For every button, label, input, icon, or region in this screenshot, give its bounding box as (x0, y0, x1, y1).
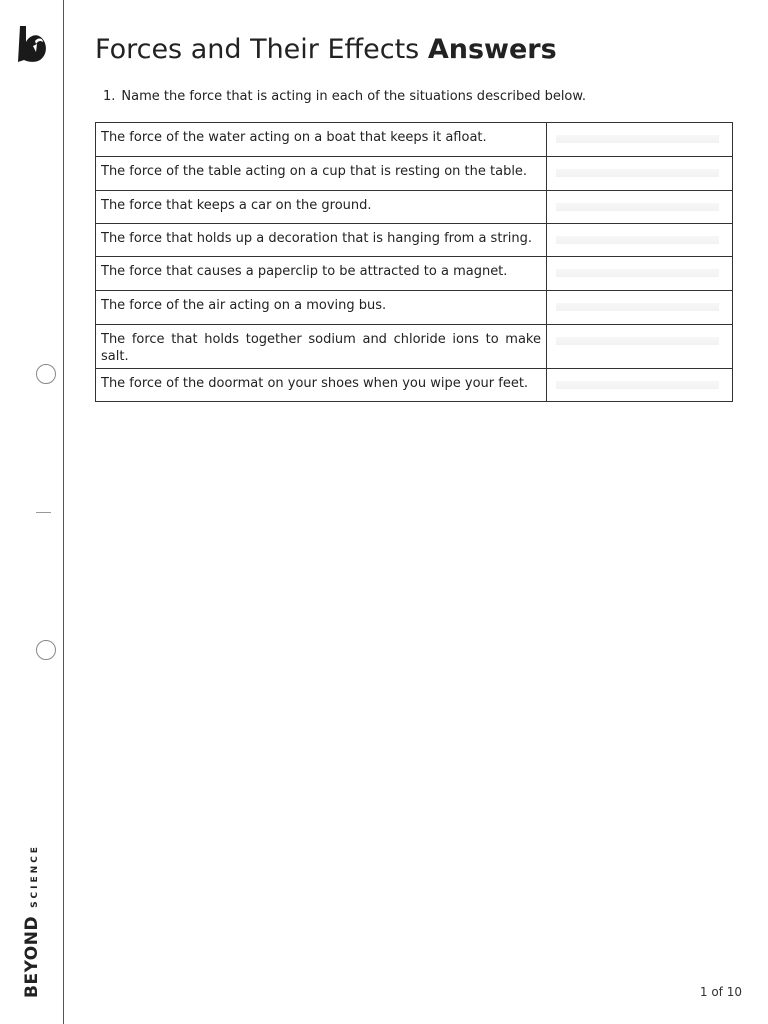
table-row (96, 257, 733, 291)
table-row (96, 369, 733, 402)
answer-blank (556, 381, 719, 389)
answer-blank (556, 269, 719, 277)
table-row (96, 157, 733, 191)
brand-main: BEYOND (22, 915, 42, 998)
row-description: The force of the doormat on your shoes when you wipe your feet. (96, 369, 547, 402)
answer-cell (547, 224, 733, 257)
answer-cell (547, 191, 733, 224)
row-description: The force that holds together sodium and chloride ions to make salt. (96, 325, 547, 369)
page-title (95, 34, 557, 65)
question-number: 1. (103, 89, 116, 104)
row-description: The force that holds up a decoration that is hanging from a string. (96, 224, 547, 257)
table-row (96, 291, 733, 325)
punch-hole-bottom (36, 640, 56, 660)
row-description: The force of the air acting on a moving bus. (96, 291, 547, 325)
answer-cell (547, 325, 733, 369)
row-description: The force that keeps a car on the ground. (96, 191, 547, 224)
title-regular: Forces and Their Effects (95, 34, 428, 65)
answer-blank (556, 337, 719, 345)
answer-blank (556, 169, 719, 177)
answer-blank (556, 236, 719, 244)
punch-center-mark (36, 512, 51, 513)
brand-sub: SCIENCE (30, 844, 40, 908)
table-row (96, 224, 733, 257)
answer-cell (547, 257, 733, 291)
answer-cell (547, 369, 733, 402)
answer-cell (547, 123, 733, 157)
page-number: 1 of 10 (699, 985, 742, 999)
answer-blank (556, 203, 719, 211)
answer-blank (556, 303, 719, 311)
row-description: The force that causes a paperclip to be attracted to a magnet. (96, 257, 547, 291)
brand-wordmark (22, 844, 42, 998)
title-bold: Answers (427, 34, 557, 65)
answer-blank (556, 135, 719, 143)
answer-cell (547, 291, 733, 325)
beyond-logo-icon (16, 24, 52, 64)
table-row (96, 325, 733, 369)
question-1 (103, 89, 586, 104)
margin-line (63, 0, 64, 1024)
table-row (96, 123, 733, 157)
punch-hole-top (36, 364, 56, 384)
table-row (96, 191, 733, 224)
question-text: Name the force that is acting in each of the situations described below. (121, 89, 586, 104)
forces-table (95, 122, 733, 402)
row-description: The force of the water acting on a boat that keeps it afloat. (96, 123, 547, 157)
row-description: The force of the table acting on a cup that is resting on the table. (96, 157, 547, 191)
answer-cell (547, 157, 733, 191)
